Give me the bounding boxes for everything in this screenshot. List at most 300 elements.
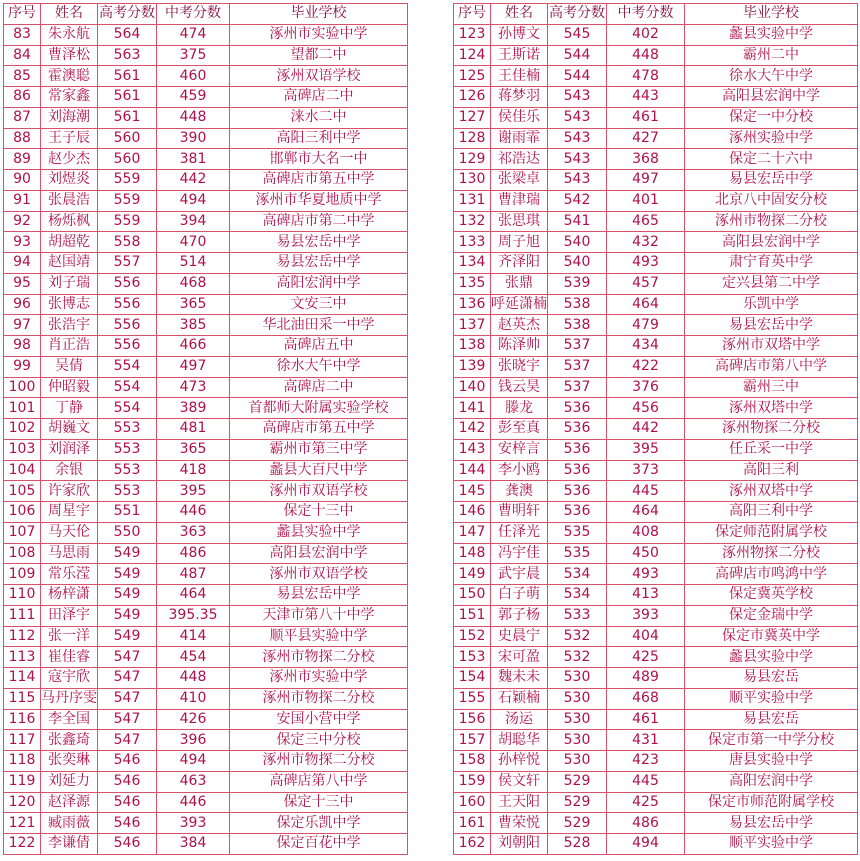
rank-cell: 129 (454, 149, 491, 170)
name-cell: 周星宇 (41, 502, 98, 523)
gaokao-score-cell: 530 (548, 730, 607, 751)
rank-cell: 152 (454, 626, 491, 647)
gaokao-score-cell: 543 (548, 149, 607, 170)
rank-cell: 89 (4, 149, 41, 170)
name-cell: 谢雨霏 (491, 128, 548, 149)
header-name: 姓名 (491, 4, 548, 25)
name-cell: 刘延力 (41, 771, 98, 792)
name-cell: 曹泽松 (41, 45, 98, 66)
table-row (4, 460, 408, 481)
rank-cell: 87 (4, 107, 41, 128)
zhongkao-score-cell: 425 (607, 647, 685, 668)
zhongkao-score-cell: 443 (607, 87, 685, 108)
school-cell: 保定十三中 (230, 792, 408, 813)
table-body-right (454, 24, 858, 854)
school-cell: 高碑店市第二中学 (230, 211, 408, 232)
rank-cell: 160 (454, 792, 491, 813)
table-row (454, 792, 858, 813)
table-row (454, 751, 858, 772)
school-cell: 涿州市双语学校 (230, 481, 408, 502)
gaokao-score-cell: 529 (548, 813, 607, 834)
rank-cell: 92 (4, 211, 41, 232)
zhongkao-score-cell: 414 (157, 626, 230, 647)
zhongkao-score-cell: 376 (607, 377, 685, 398)
school-cell: 保定市师范附属学校 (685, 792, 858, 813)
gaokao-score-cell: 528 (548, 834, 607, 855)
school-cell: 涿州市双语学校 (230, 564, 408, 585)
rank-cell: 135 (454, 273, 491, 294)
gaokao-score-cell: 560 (98, 149, 157, 170)
table-row (454, 398, 858, 419)
table-row (4, 647, 408, 668)
rank-cell: 107 (4, 522, 41, 543)
name-cell: 崔佳睿 (41, 647, 98, 668)
zhongkao-score-cell: 493 (607, 564, 685, 585)
name-cell: 冯宇佳 (491, 543, 548, 564)
name-cell: 张鼎 (491, 273, 548, 294)
gaokao-score-cell: 530 (548, 751, 607, 772)
zhongkao-score-cell: 464 (157, 585, 230, 606)
zhongkao-score-cell: 418 (157, 460, 230, 481)
name-cell: 陈泽帅 (491, 336, 548, 357)
table-row (4, 107, 408, 128)
table-body-left (4, 24, 408, 854)
table-row (4, 522, 408, 543)
gaokao-score-cell: 533 (548, 605, 607, 626)
school-cell: 涿州双塔中学 (685, 481, 858, 502)
table-header-row (454, 4, 858, 25)
zhongkao-score-cell: 486 (157, 543, 230, 564)
rank-cell: 86 (4, 87, 41, 108)
gaokao-score-cell: 530 (548, 709, 607, 730)
zhongkao-score-cell: 442 (157, 170, 230, 191)
name-cell: 仲昭毅 (41, 377, 98, 398)
gaokao-score-cell: 564 (98, 24, 157, 45)
name-cell: 曹津瑞 (491, 190, 548, 211)
zhongkao-score-cell: 448 (157, 107, 230, 128)
school-cell: 易县宏岳 (685, 668, 858, 689)
gaokao-score-cell: 545 (548, 24, 607, 45)
school-cell: 蠡县实验中学 (685, 647, 858, 668)
rank-cell: 149 (454, 564, 491, 585)
zhongkao-score-cell: 396 (157, 730, 230, 751)
school-cell: 涿州市物探二分校 (685, 211, 858, 232)
table-row (4, 66, 408, 87)
zhongkao-score-cell: 395 (607, 439, 685, 460)
header-gaokao-score: 高考分数 (98, 4, 157, 25)
name-cell: 许家欣 (41, 481, 98, 502)
name-cell: 马丹序雯 (41, 688, 98, 709)
zhongkao-score-cell: 446 (157, 792, 230, 813)
gaokao-score-cell: 536 (548, 460, 607, 481)
gaokao-score-cell: 549 (98, 605, 157, 626)
school-cell: 易县宏岳中学 (230, 232, 408, 253)
rank-cell: 154 (454, 668, 491, 689)
gaokao-score-cell: 529 (548, 771, 607, 792)
zhongkao-score-cell: 381 (157, 149, 230, 170)
table-row (4, 419, 408, 440)
gaokao-score-cell: 559 (98, 170, 157, 191)
gaokao-score-cell: 556 (98, 315, 157, 336)
table-row (454, 564, 858, 585)
name-cell: 祁浩达 (491, 149, 548, 170)
zhongkao-score-cell: 464 (607, 294, 685, 315)
table-row (454, 253, 858, 274)
zhongkao-score-cell: 426 (157, 709, 230, 730)
zhongkao-score-cell: 454 (157, 647, 230, 668)
rank-cell: 119 (4, 771, 41, 792)
gaokao-score-cell: 557 (98, 253, 157, 274)
table-row (4, 481, 408, 502)
rank-cell: 103 (4, 439, 41, 460)
table-row (454, 170, 858, 191)
zhongkao-score-cell: 470 (157, 232, 230, 253)
name-cell: 侯佳乐 (491, 107, 548, 128)
name-cell: 龚澳 (491, 481, 548, 502)
name-cell: 史晨宁 (491, 626, 548, 647)
gaokao-score-cell: 543 (548, 170, 607, 191)
school-cell: 保定冀英学校 (685, 585, 858, 606)
gaokao-score-cell: 538 (548, 315, 607, 336)
gaokao-score-cell: 542 (548, 190, 607, 211)
school-cell: 高碑店二中 (230, 377, 408, 398)
name-cell: 王佳楠 (491, 66, 548, 87)
rank-cell: 139 (454, 356, 491, 377)
table-row (4, 564, 408, 585)
school-cell: 保定一中分校 (685, 107, 858, 128)
name-cell: 田泽宇 (41, 605, 98, 626)
school-cell: 保定三中分校 (230, 730, 408, 751)
name-cell: 王子辰 (41, 128, 98, 149)
school-cell: 顺平实验中学 (685, 834, 858, 855)
gaokao-score-cell: 553 (98, 460, 157, 481)
gaokao-score-cell: 530 (548, 668, 607, 689)
name-cell: 钱云昊 (491, 377, 548, 398)
table-row (4, 294, 408, 315)
gaokao-score-cell: 561 (98, 66, 157, 87)
zhongkao-score-cell: 422 (607, 356, 685, 377)
gaokao-score-cell: 559 (98, 211, 157, 232)
rank-cell: 133 (454, 232, 491, 253)
rank-cell: 157 (454, 730, 491, 751)
rank-cell: 111 (4, 605, 41, 626)
zhongkao-score-cell: 457 (607, 273, 685, 294)
zhongkao-score-cell: 481 (157, 419, 230, 440)
school-cell: 顺平实验中学 (685, 688, 858, 709)
rank-cell: 150 (454, 585, 491, 606)
school-cell: 易县宏岳中学 (685, 170, 858, 191)
rank-cell: 108 (4, 543, 41, 564)
table-row (454, 730, 858, 751)
rank-cell: 102 (4, 419, 41, 440)
rank-cell: 122 (4, 834, 41, 855)
rank-cell: 128 (454, 128, 491, 149)
zhongkao-score-cell: 479 (607, 315, 685, 336)
table-row (454, 502, 858, 523)
gaokao-score-cell: 536 (548, 439, 607, 460)
table-row (454, 522, 858, 543)
gaokao-score-cell: 561 (98, 107, 157, 128)
school-cell: 肃宁育英中学 (685, 253, 858, 274)
table-row (454, 709, 858, 730)
school-cell: 北京八中固安分校 (685, 190, 858, 211)
gaokao-score-cell: 554 (98, 377, 157, 398)
name-cell: 彭至真 (491, 419, 548, 440)
gaokao-score-cell: 537 (548, 356, 607, 377)
rank-cell: 131 (454, 190, 491, 211)
gaokao-score-cell: 546 (98, 751, 157, 772)
name-cell: 赵国靖 (41, 253, 98, 274)
table-row (454, 688, 858, 709)
zhongkao-score-cell: 365 (157, 294, 230, 315)
school-cell: 涿州物探二分校 (685, 419, 858, 440)
school-cell: 保定二十六中 (685, 149, 858, 170)
zhongkao-score-cell: 363 (157, 522, 230, 543)
table-row (454, 834, 858, 855)
gaokao-score-cell: 544 (548, 66, 607, 87)
name-cell: 常家鑫 (41, 87, 98, 108)
zhongkao-score-cell: 463 (157, 771, 230, 792)
name-cell: 丁静 (41, 398, 98, 419)
table-row (4, 626, 408, 647)
school-cell: 高阳县宏润中学 (685, 232, 858, 253)
name-cell: 胡超乾 (41, 232, 98, 253)
school-cell: 高阳三利 (685, 460, 858, 481)
zhongkao-score-cell: 461 (607, 107, 685, 128)
name-cell: 孙梓悦 (491, 751, 548, 772)
zhongkao-score-cell: 468 (157, 273, 230, 294)
gaokao-score-cell: 540 (548, 253, 607, 274)
table-row (4, 502, 408, 523)
school-cell: 高阳县宏润中学 (230, 543, 408, 564)
rank-cell: 137 (454, 315, 491, 336)
rank-cell: 143 (454, 439, 491, 460)
rank-cell: 100 (4, 377, 41, 398)
table-row (454, 294, 858, 315)
school-cell: 高碑店五中 (230, 336, 408, 357)
school-cell: 保定十三中 (230, 502, 408, 523)
table-row (454, 232, 858, 253)
rank-cell: 146 (454, 502, 491, 523)
gaokao-score-cell: 546 (98, 792, 157, 813)
gaokao-score-cell: 536 (548, 398, 607, 419)
name-cell: 宋可盈 (491, 647, 548, 668)
table-row (454, 605, 858, 626)
gaokao-score-cell: 529 (548, 792, 607, 813)
name-cell: 马思雨 (41, 543, 98, 564)
score-table-left (3, 3, 408, 855)
gaokao-score-cell: 537 (548, 336, 607, 357)
table-row (4, 273, 408, 294)
school-cell: 保定市第一中学分校 (685, 730, 858, 751)
name-cell: 李谦倩 (41, 834, 98, 855)
name-cell: 赵少杰 (41, 149, 98, 170)
table-row (454, 107, 858, 128)
rank-cell: 83 (4, 24, 41, 45)
name-cell: 石颖楠 (491, 688, 548, 709)
rank-cell: 105 (4, 481, 41, 502)
zhongkao-score-cell: 393 (157, 813, 230, 834)
zhongkao-score-cell: 489 (607, 668, 685, 689)
name-cell: 李全国 (41, 709, 98, 730)
gaokao-score-cell: 539 (548, 273, 607, 294)
table-row (4, 543, 408, 564)
name-cell: 肖正浩 (41, 336, 98, 357)
name-cell: 滕龙 (491, 398, 548, 419)
rank-cell: 85 (4, 66, 41, 87)
gaokao-score-cell: 546 (98, 771, 157, 792)
rank-cell: 159 (454, 771, 491, 792)
school-cell: 高阳宏润中学 (230, 273, 408, 294)
rank-cell: 115 (4, 688, 41, 709)
gaokao-score-cell: 553 (98, 481, 157, 502)
school-cell: 高阳三利中学 (685, 502, 858, 523)
zhongkao-score-cell: 373 (607, 460, 685, 481)
gaokao-score-cell: 532 (548, 626, 607, 647)
rank-cell: 147 (454, 522, 491, 543)
table-row (4, 336, 408, 357)
rank-cell: 90 (4, 170, 41, 191)
gaokao-score-cell: 561 (98, 87, 157, 108)
gaokao-score-cell: 535 (548, 543, 607, 564)
gaokao-score-cell: 553 (98, 439, 157, 460)
table-row (4, 149, 408, 170)
zhongkao-score-cell: 473 (157, 377, 230, 398)
gaokao-score-cell: 536 (548, 419, 607, 440)
name-cell: 侯文轩 (491, 771, 548, 792)
name-cell: 胡聪华 (491, 730, 548, 751)
gaokao-score-cell: 554 (98, 356, 157, 377)
table-row (454, 128, 858, 149)
zhongkao-score-cell: 445 (607, 771, 685, 792)
name-cell: 刘子瑞 (41, 273, 98, 294)
zhongkao-score-cell: 385 (157, 315, 230, 336)
gaokao-score-cell: 547 (98, 668, 157, 689)
rank-cell: 126 (454, 87, 491, 108)
table-row (4, 315, 408, 336)
gaokao-score-cell: 563 (98, 45, 157, 66)
rank-cell: 144 (454, 460, 491, 481)
gaokao-score-cell: 536 (548, 481, 607, 502)
gaokao-score-cell: 544 (548, 45, 607, 66)
name-cell: 刘润泽 (41, 439, 98, 460)
table-row (4, 792, 408, 813)
school-cell: 天津市第八十中学 (230, 605, 408, 626)
school-cell: 定兴县第二中学 (685, 273, 858, 294)
zhongkao-score-cell: 413 (607, 585, 685, 606)
gaokao-score-cell: 530 (548, 688, 607, 709)
header-name: 姓名 (41, 4, 98, 25)
school-cell: 易县宏岳中学 (230, 253, 408, 274)
school-cell: 邯郸市大名一中 (230, 149, 408, 170)
rank-cell: 120 (4, 792, 41, 813)
table-row (4, 585, 408, 606)
table-row (454, 377, 858, 398)
table-row (454, 336, 858, 357)
gaokao-score-cell: 543 (548, 87, 607, 108)
table-row (4, 253, 408, 274)
zhongkao-score-cell: 465 (607, 211, 685, 232)
zhongkao-score-cell: 456 (607, 398, 685, 419)
zhongkao-score-cell: 404 (607, 626, 685, 647)
table-row (4, 87, 408, 108)
name-cell: 常乐滢 (41, 564, 98, 585)
zhongkao-score-cell: 389 (157, 398, 230, 419)
zhongkao-score-cell: 460 (157, 66, 230, 87)
rank-cell: 95 (4, 273, 41, 294)
school-cell: 蠡县实验中学 (230, 522, 408, 543)
school-cell: 高碑店市鸣鸿中学 (685, 564, 858, 585)
rank-cell: 155 (454, 688, 491, 709)
zhongkao-score-cell: 427 (607, 128, 685, 149)
gaokao-score-cell: 551 (98, 502, 157, 523)
table-row (4, 232, 408, 253)
name-cell: 臧雨薇 (41, 813, 98, 834)
name-cell: 魏未未 (491, 668, 548, 689)
school-cell: 徐水大午中学 (230, 356, 408, 377)
table-row (4, 751, 408, 772)
school-cell: 涿州物探二分校 (685, 543, 858, 564)
school-cell: 安国小营中学 (230, 709, 408, 730)
table-row (454, 439, 858, 460)
rank-cell: 93 (4, 232, 41, 253)
table-row (454, 543, 858, 564)
zhongkao-score-cell: 487 (157, 564, 230, 585)
table-row (4, 834, 408, 855)
header-rank: 序号 (454, 4, 491, 25)
school-cell: 高碑店二中 (230, 87, 408, 108)
header-school: 毕业学校 (230, 4, 408, 25)
table-row (454, 45, 858, 66)
zhongkao-score-cell: 494 (607, 834, 685, 855)
name-cell: 张浩宇 (41, 315, 98, 336)
zhongkao-score-cell: 410 (157, 688, 230, 709)
table-row (454, 585, 858, 606)
table-row (454, 771, 858, 792)
name-cell: 杨梓潇 (41, 585, 98, 606)
table-row (454, 647, 858, 668)
rank-cell: 130 (454, 170, 491, 191)
rank-cell: 151 (454, 605, 491, 626)
table-row (4, 605, 408, 626)
gaokao-score-cell: 547 (98, 709, 157, 730)
gaokao-score-cell: 536 (548, 502, 607, 523)
school-cell: 高阳宏润中学 (685, 771, 858, 792)
zhongkao-score-cell: 395 (157, 481, 230, 502)
table-row (4, 128, 408, 149)
school-cell: 乐凯中学 (685, 294, 858, 315)
rank-cell: 118 (4, 751, 41, 772)
rank-cell: 117 (4, 730, 41, 751)
rank-cell: 88 (4, 128, 41, 149)
name-cell: 余银 (41, 460, 98, 481)
gaokao-score-cell: 556 (98, 294, 157, 315)
name-cell: 白子萌 (491, 585, 548, 606)
rank-cell: 125 (454, 66, 491, 87)
name-cell: 杨烁枫 (41, 211, 98, 232)
zhongkao-score-cell: 486 (607, 813, 685, 834)
zhongkao-score-cell: 514 (157, 253, 230, 274)
score-table-right (453, 3, 858, 855)
zhongkao-score-cell: 461 (607, 709, 685, 730)
name-cell: 王斯诺 (491, 45, 548, 66)
name-cell: 刘海潮 (41, 107, 98, 128)
school-cell: 顺平县实验中学 (230, 626, 408, 647)
school-cell: 唐县实验中学 (685, 751, 858, 772)
school-cell: 易县宏岳 (685, 709, 858, 730)
rank-cell: 101 (4, 398, 41, 419)
rank-cell: 138 (454, 336, 491, 357)
